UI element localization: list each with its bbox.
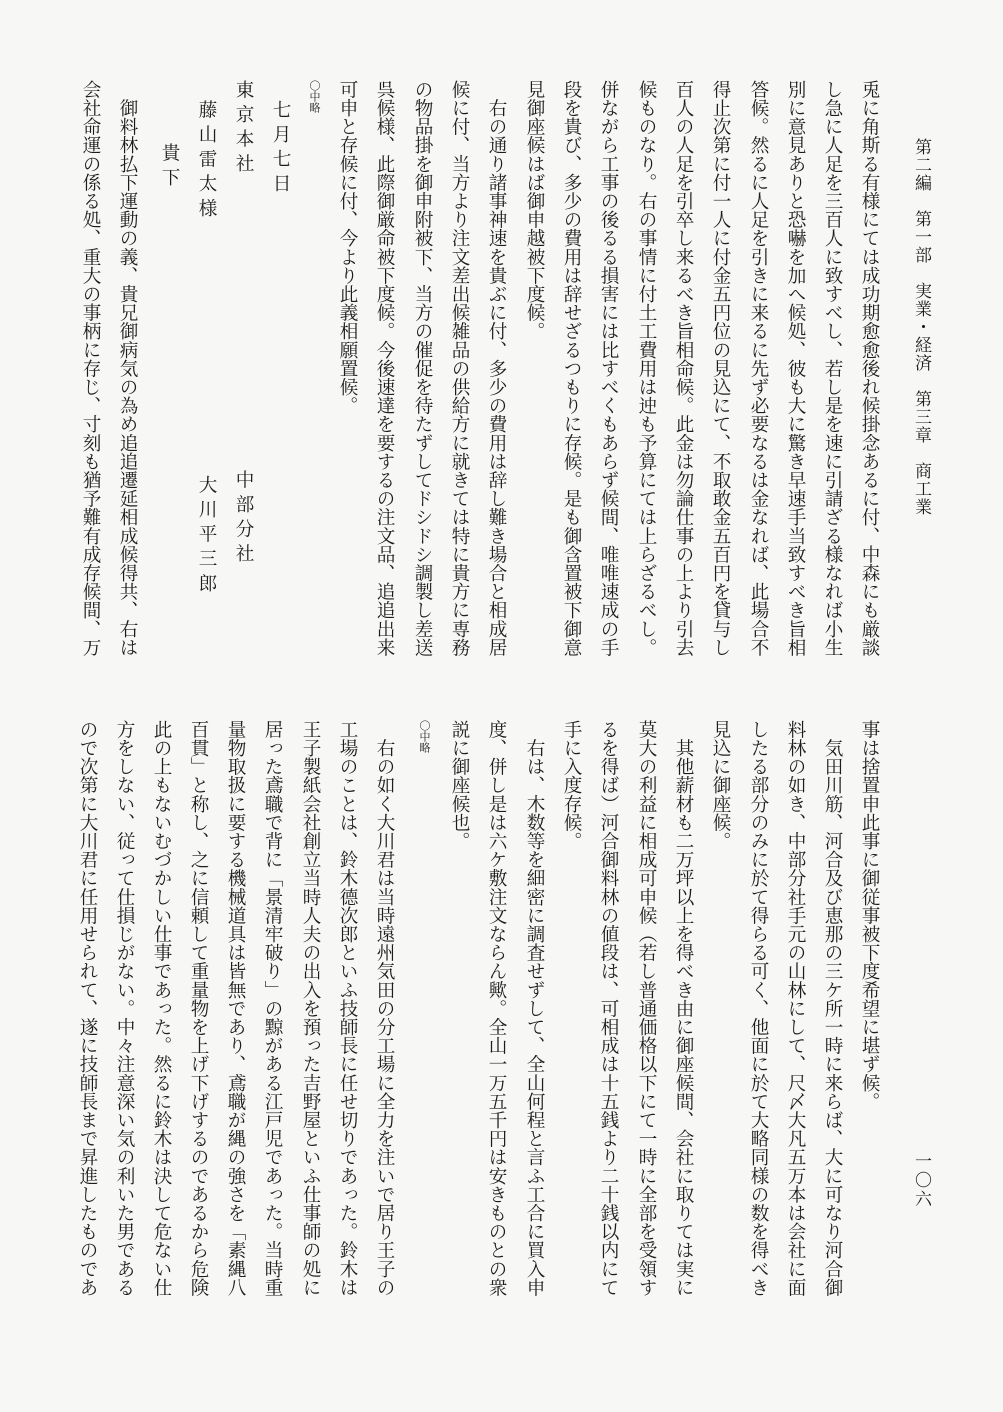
- text-line: ので次第に大川君に任用せられて、遂に技師長まで昇進したものであ: [77, 720, 98, 1297]
- text-line: 見御座候はば御申越被下度候。: [524, 80, 545, 341]
- sender-name: 藤山雷太様: [196, 100, 217, 223]
- text-line: 料林の如き、中部分社手元の山林にして、尺〆大凡五万本は会社に面: [785, 720, 806, 1297]
- text-line: し急に人足を三百人に致すべし、若し是を速に引請ざる様なれば小生: [822, 80, 843, 657]
- text-line: の物品掛を御申附被下、当方の催促を待たずしてドシドシ調製し差送: [412, 80, 433, 657]
- text-line: 右は、木数等を細密に調査せずして、全山何程と言ふ工合に買入申: [524, 720, 545, 1297]
- text-line: 量物取扱に要する機械道具は皆無であり、鳶職が縄の強さを「素縄八: [225, 720, 246, 1297]
- text-line: 居った鳶職で背に「景清牢破り」の黥がある江戸児であった。当時重: [262, 720, 283, 1297]
- text-line: 右の如く大川君は当時遠州気田の分工場に全力を注いで居り王子の: [374, 720, 395, 1297]
- text-line: 百貫」と称し、之に信頼して重量物を上げ下げするのであるから危険: [188, 720, 209, 1297]
- text-line: 王子製紙会社創立当時人夫の出入を預った吉野屋といふ仕事師の処に: [300, 720, 321, 1297]
- page-number: 一〇六: [911, 1152, 931, 1209]
- text-line: るを得ば）河合御料林の値段は、可相成は十五銭より二十銭以内にて: [598, 720, 619, 1297]
- text-line: 段を貴び、多少の費用は辞せざるつもりに存候。是も御含置被下御意: [561, 80, 582, 657]
- text-line: 答候。然るに人足を引きに来るに先ず必要なるは金なれば、此場合不: [748, 80, 769, 657]
- text-line: 呉候様、此際御厳命被下度候。今後速達を要するの注文品、追追出来: [374, 80, 395, 657]
- text-line: 併ながら工事の後るる損害には比すべくもあらず候間、唯唯速成の手: [598, 80, 619, 657]
- sender-organization: 東京本社: [233, 80, 254, 179]
- honorific: 貴下: [159, 143, 180, 193]
- text-line: 事は捨置申此事に御従事被下度希望に堪ず候。: [859, 720, 880, 1111]
- recipient-organization: 中部分社: [233, 470, 254, 569]
- text-line: 可申と存候に付、今より此義相願置候。: [337, 80, 358, 415]
- omission-mark: 〇中略: [418, 720, 431, 753]
- text-line: 方をしない、従って仕損じがない。中々注意深い気の利いた男である: [114, 720, 135, 1297]
- text-line: 候ものなり。右の事情に付土工費用は迚も予算にては上らざるべし。: [636, 80, 657, 657]
- text-line: 説に御座候也。: [449, 720, 470, 851]
- text-line: 気田川筋、河合及び恵那の三ケ所一時に来らば、大に可なり河合御: [822, 720, 843, 1297]
- text-line: 右の通り諸事神速を貴ぶに付、多少の費用は辞し難き場合と相成居: [486, 80, 507, 657]
- text-line: 此の上もないむづかしい仕事であった。然るに鈴木は決して危ない仕: [151, 720, 172, 1297]
- text-line: 御料林払下運動の義、貴兄御病気の為め追追遷延相成候得共、右は: [117, 80, 138, 657]
- text-line: 百人の人足を引卒し来るべき旨相命候。此金は勿論仕事の上より引去: [673, 80, 694, 657]
- text-line: 手に入度存候。: [561, 720, 582, 851]
- text-line: 会社命運の係る処、重大の事柄に存じ、寸刻も猶予難有成存候間、万: [80, 80, 101, 657]
- text-line: 見込に御座候。: [710, 720, 731, 851]
- text-line: 莫大の利益に相成可申候（若し普通価格以下にて一時に全部を受領す: [636, 720, 657, 1297]
- omission-mark: 〇中略: [308, 80, 321, 113]
- text-line: したる部分のみに於て得らる可く、他面に於て大略同様の数を得べき: [748, 720, 769, 1297]
- running-title: 第二編 第一部 実業・経済 第三章 商工業: [911, 138, 931, 516]
- text-line: 得止次第に付一人に付金五円位の見込にて、不取敢金五百円を貸与し: [710, 80, 731, 657]
- text-line: 兎に角斯る有様にては成功期愈愈後れ候掛念あるに付、中森にも厳談: [859, 80, 880, 657]
- text-line: 工場のことは、鈴木德次郎といふ技師長に任せ切りであった。鈴木は: [337, 720, 358, 1297]
- text-line: 其他薪材も二万坪以上を得べき由に御座候間、会社に取りては実に: [673, 720, 694, 1297]
- text-line: 候に付、当方より注文差出候雑品の供給方に就きては特に貴方に専務: [449, 80, 470, 657]
- text-line: 度、併し是は六ケ敷注文ならん歟。全山一万五千円は安きものとの衆: [486, 720, 507, 1297]
- text-line: 別に意見ありと恐嚇を加へ候処、彼も大に驚き早速手当致すべき旨相: [785, 80, 806, 657]
- letter-date: 七月七日: [270, 100, 291, 199]
- recipient-name: 大川平三郎: [196, 475, 217, 598]
